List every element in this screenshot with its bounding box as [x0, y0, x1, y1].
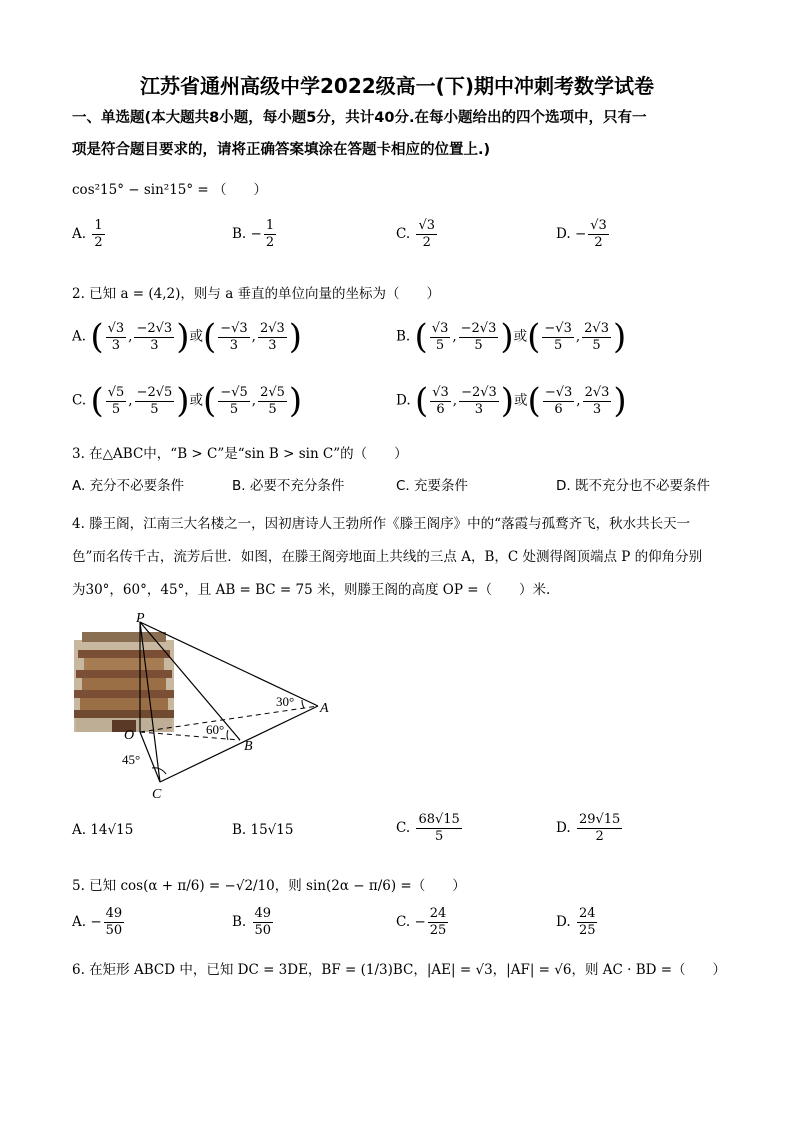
- or-word: 或: [189, 328, 203, 345]
- section-header-line1: 一、单选题(本大题共8小题，每小题5分，共计40分.在每小题给出的四个选项中，只有一: [72, 110, 647, 126]
- question-5-option-b: [232, 906, 275, 939]
- question-4-option-d-label: D.: [556, 820, 571, 836]
- question-5-option-c-sign: −: [414, 914, 426, 930]
- question-1-option-d-sign: −: [574, 226, 587, 242]
- option-label: B.: [232, 914, 247, 930]
- question-1-option-b-sign: −: [250, 226, 262, 242]
- question-4-line1: 4. 滕王阁，江南三大名楼之一，因初唐诗人王勃所作《滕王阁序》中的“落霞与孤鹜齐飞，秋水共长天一: [72, 516, 691, 532]
- option-label: D.: [556, 226, 571, 242]
- question-1-option-b: [232, 218, 278, 251]
- question-5-option-c: [396, 906, 450, 939]
- question-1-option-d-den: 2: [594, 235, 603, 250]
- question-4-option-c-den: 5: [434, 829, 444, 844]
- question-5-option-c-den: 25: [429, 923, 447, 938]
- label-angle-45: 45°: [122, 752, 141, 767]
- page-title: 江苏省通州高级中学2022级高一(下)期中冲刺考数学试卷: [140, 74, 654, 98]
- question-4-option-d-num: 29√15: [578, 812, 621, 827]
- question-5-option-d: [556, 906, 599, 939]
- question-1-option-a: [72, 218, 107, 251]
- question-3-option-d: D. 既不充分也不必要条件: [556, 478, 710, 494]
- question-2-stem: 2. 已知 a = (4,2)，则与 a 垂直的单位向量的坐标为（ ）: [72, 286, 441, 302]
- question-3-option-b: B. 必要不充分条件: [232, 478, 345, 494]
- label-B: B: [244, 739, 253, 754]
- question-1-option-a-den: 2: [94, 235, 103, 250]
- question-5-stem: 5. 已知 cos(α + π/6) = −√2/10，则 sin(2α − π/6) =（ ）: [72, 878, 466, 894]
- section-header-line2: 项是符合题目要求的，请将正确答案填涂在答题卡相应的位置上.): [72, 142, 491, 158]
- option-label: D.: [556, 914, 571, 930]
- or-word: 或: [513, 328, 528, 345]
- question-5-option-d-fraction: [577, 906, 598, 939]
- question-5-option-b-fraction: [253, 906, 274, 939]
- option-label: C.: [396, 914, 411, 930]
- question-5-option-b-den: 50: [254, 923, 272, 938]
- question-5-option-a-den: 50: [105, 923, 123, 938]
- or-word: 或: [514, 392, 528, 409]
- label-O: O: [124, 728, 135, 743]
- question-5-option-a: [72, 906, 126, 939]
- question-5-option-d-den: 25: [578, 923, 596, 938]
- question-4-option-c: [396, 812, 464, 845]
- question-1-option-d-fraction: [588, 218, 609, 251]
- question-5-option-c-num: 24: [429, 906, 447, 921]
- question-1-option-b-num: 1: [265, 218, 275, 233]
- question-1-option-c: [396, 218, 439, 251]
- question-1-option-c-den: 2: [422, 235, 431, 250]
- question-1-option-a-num: 1: [94, 218, 103, 233]
- question-5-option-a-num: 49: [105, 906, 123, 921]
- question-1-option-c-fraction: [416, 218, 437, 251]
- question-2-option-c: C. ( $\frac{√5}{5}$ , $\frac{-2√5}{5}$ )或( $\frac{-√5}{5}$ , $\frac{2√5}{5}$ ): [72, 381, 303, 421]
- question-2-option-d: D. ( $\frac{√3}{6}$ , $\frac{-2√3}{3}$ )或( $\frac{-√3}{6}$ , $\frac{2√3}{3}$ ): [396, 381, 627, 421]
- question-3-option-c: C. 充要条件: [396, 478, 469, 494]
- question-3-stem: 3. 在△ABC中，“B > C”是“sin B > sin C”的（ ）: [72, 446, 408, 462]
- label-C: C: [152, 787, 162, 802]
- question-4-option-c-label: C.: [396, 820, 411, 836]
- question-1-stem: cos²15° − sin²15° = （ ）: [72, 182, 268, 198]
- option-label: A.: [72, 328, 87, 345]
- option-label: C.: [396, 226, 411, 242]
- question-3-option-a: A. 充分不必要条件: [72, 478, 185, 494]
- question-5-option-b-num: 49: [254, 906, 272, 921]
- question-4-line3: 为30°，60°，45°，且 AB = BC = 75 米，则滕王阁的高度 OP =（ ）米.: [72, 582, 551, 598]
- question-2-option-a: A. ( $\frac{√3}{3}$ , $\frac{-2√3}{3}$ )或( $\frac{-√3}{3}$ , $\frac{2√3}{3}$ ): [72, 317, 303, 357]
- label-angle-60: 60°: [206, 722, 225, 737]
- question-5-option-d-num: 24: [578, 906, 596, 921]
- label-P: P: [136, 612, 145, 626]
- option-label: A.: [72, 226, 87, 242]
- question-4-option-d: [556, 812, 624, 845]
- question-4-option-c-num: 68√15: [418, 812, 460, 827]
- option-label: B.: [232, 226, 247, 242]
- question-1-option-c-num: √3: [418, 218, 435, 233]
- question-1-option-d: [556, 218, 611, 251]
- option-label: C.: [72, 392, 87, 409]
- question-1-option-a-fraction: [92, 218, 104, 251]
- question-1-option-b-den: 2: [265, 235, 275, 250]
- question-4-figure: [72, 612, 342, 802]
- question-4-option-a: A. 14√15: [72, 822, 134, 838]
- question-1-option-b-fraction: [264, 218, 276, 251]
- question-4-option-b: B. 15√15: [232, 822, 294, 838]
- question-5-option-a-fraction: [104, 906, 125, 939]
- question-2-option-b: B. ( $\frac{√3}{5}$ , $\frac{-2√3}{5}$ )或( $\frac{-√3}{5}$ , $\frac{2√3}{5}$ ): [396, 317, 627, 357]
- question-5-option-c-fraction: [428, 906, 449, 939]
- label-A: A: [320, 701, 329, 716]
- or-word: 或: [189, 392, 204, 409]
- option-label: A.: [72, 914, 87, 930]
- label-angle-30: 30°: [276, 694, 295, 709]
- question-1-option-d-num: √3: [590, 218, 607, 233]
- question-4-line2: 色”而名传千古，流芳后世．如图，在滕王阁旁地面上共线的三点 A，B，C 处测得阁顶端点 P 的仰角分别: [72, 549, 703, 565]
- question-6-stem: 6. 在矩形 ABCD 中，已知 DC = 3DE，BF = (1/3)BC，|AE| = √3，|AF| = √6，则 AC · BD =（ ）: [72, 962, 727, 978]
- question-4-option-d-den: 2: [595, 829, 604, 844]
- tower-illustration: [74, 632, 174, 732]
- option-label: D.: [396, 392, 411, 409]
- option-label: B.: [396, 328, 411, 345]
- question-5-option-a-sign: −: [90, 914, 102, 930]
